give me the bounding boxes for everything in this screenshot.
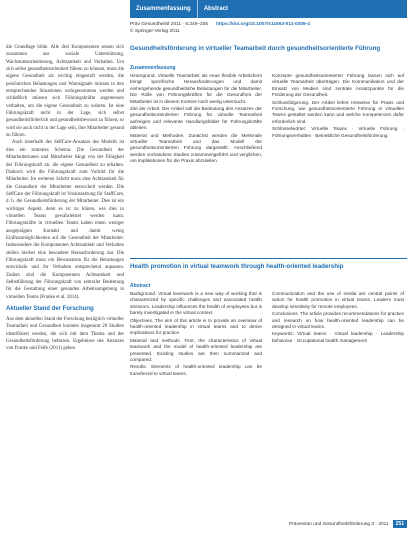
journal-citation: Präv Gesundheitsf 2011 · 6:249–255 [130, 22, 209, 27]
tab-abstract: Abstract [197, 0, 234, 18]
abstract-paragraph: Schlussfolgerung. Der Artikel liefert Hinweise für Praxis und Forschung, wie gesundheitsorientierte Führung in virtuellen Teams gestaltet werden kann und welche Kompetenzen dafür erforderlich sind. [272, 99, 404, 124]
page-number: 251 [393, 520, 407, 528]
abstract-paragraph: Conclusions. The article provides recommendations for practice and research on how health-oriented leadership can be designed in virtual teams. [272, 311, 404, 330]
abstract-columns-en [130, 291, 407, 511]
abstract-paragraph: Ziel der Arbeit. Der Artikel soll die Bedeutung des Ansatzes der gesundheitsorientierten Führung für virtuelle Teamarbeit aufzeigen und relevante Handlungsfelder für Führungskräfte ableiten. [130, 106, 262, 131]
keywords-de: Schlüsselwörter: Virtuelle Teams · Virtuelle Führung · Führungsverhalten · Betriebliche Gesundheitsförderung [272, 126, 404, 138]
abstract-paragraph: Results. Elements of health-oriented leadership can be transferred to virtual teams. [130, 364, 262, 376]
article-title-de: Gesundheitsförderung in virtueller Teamarbeit durch gesundheitsorientierte Führung [130, 45, 381, 52]
abstract-col-right-en [272, 291, 404, 511]
abstract-col-right-de [272, 73, 404, 255]
publisher-note: © Springer-Verlag 2011 [130, 28, 180, 34]
abstract-paragraph: Communication and the use of media are central points of action for health promotion in virtual teams. Leaders must develop sensitivity for remote employees. [272, 291, 404, 309]
abstract-label-en: Abstract [130, 283, 151, 289]
abstract-paragraph: Konzepte gesundheitsorientierter Führung lassen sich auf virtuelle Teamarbeit übertragen. Die Kommunikation und der Einsatz von Medien sind zentrale Ansatzpunkte für die Förderung der Gesundheit. [272, 73, 404, 98]
abstract-paragraph: Hintergrund. Virtuelle Teamarbeit als neue flexible Arbeitsform bringt spezifische Herausforderungen und damit einhergehende gesundheitliche Belastungen für die Mitarbeiter. Die Rolle von Führungskräften für die Gesundheit der Mitarbeiter ist in diesem Kontext noch wenig untersucht. [130, 73, 262, 104]
abstract-col-left-de [130, 73, 262, 255]
footer-journal: Prävention und Gesundheitsförderung 3 · 2011 [289, 521, 389, 527]
article-title-en: Health promotion in virtual teamwork through health-oriented leadership [130, 263, 344, 270]
abstract-label-de: Zusammenfassung [130, 65, 176, 71]
abstract-panel [130, 0, 407, 550]
abstract-paragraph: Material and methods. First, the characteristics of virtual teamwork and the model of health-oriented leadership are presented. Existing studies are then summarized and compared. [130, 337, 262, 363]
abstract-paragraph: Background. Virtual teamwork is a new way of working that is characterized by specific challenges and associated health stressors. Leadership influences the health of employees but is barely investigated in the virtual context. [130, 291, 262, 316]
body-paragraph: die Grundlage bilde. Alle drei Komponenten setzen sich zusammen aus soziale Unterstützung, Wachstumsorientierung, Achtsamkeit und Verhalten. Um sich selbst gesundheitsorientiert führen zu können, muss die eigene Gesundheit als wichtig eingestuft werden, die persönlichen Belastungen und Warnsignale müssen in den entsprechenden Situationen wahrgenommen werden und schließlich müssen sich Führungskräfte angemessen verhalten, um die eigene Gesundheit zu wahren. Ist eine Führungskraft nicht in der Lage, sich selbst gesundheitsförderlich und gesundheitsbewusst zu führen, so wird sie auch nicht in der Lage sein, ihre Mitarbeiter gesund zu führen. [6, 45, 124, 139]
abstract-paragraph: Objectives. The aim of this article is to provide an overview of health-oriented leadership in virtual teams and to derive implications for practice. [130, 317, 262, 336]
body-paragraph: Aus dem aktuellen Stand der Forschung bezüglich virtueller Teamarbeit und Gesundheit konnten insgesamt 20 Studien identifiziert werden, die sich mit dem Thema und der Gesundheitsförderung befassen. Ergebnisse des Ansatzes von Franke und Felfe (2011) gehen [6, 317, 124, 352]
body-text-column [6, 44, 124, 544]
abstract-columns-de [130, 73, 407, 255]
section-heading: Aktueller Stand der Forschung [6, 306, 94, 313]
article-meta [130, 22, 407, 35]
body-paragraph: Auch innerhalb des SelfCare-Ansatzes des Modells ist dies ein zentrales Schema. Die Gesundheit der Mitarbeiterinnen und Mitarbeiter hängt von der Fähigkeit der Führungskraft ab, die eigene Gesundheit zu erhalten. Dadurch wird die Führungskraft zum Vorbild für die Mitarbeiter. Im weiteren Schritt muss eine Achtsamkeit für die Gesundheit der Mitarbeiter entwickelt werden. Die SelfCare der Führungskraft ist Voraussetzung für StaffCare, d. h. die Gesundheitsförderung der Mitarbeiter. Dies ist ein wichtiger Aspekt, denn es ist zu klären, wie dies in virtuellen Teams gewährleistet werden kann. Führungskräfte in virtuellen Teams haben einen weniger ausgeprägten Kontakt und damit wenig Einflussmöglichkeiten auf die Gesundheit der Mitarbeiter. Insbesondere die Komponenten Achtsamkeit und Verhalten stellen hierbei eine besondere Herausforderung dar. Die Führungskraft muss ein Bewusstsein für die Belastungen entwickeln und ihr Verhalten entsprechend anpassen. Zudem sind die Komponenten Achtsamkeit und Selbstführung der Führungskraft von zentraler Bedeutung für die Gestaltung einer gesunden Arbeitsumgebung in virtuellen Teams (Franke et al. 2014). [6, 140, 124, 300]
section-divider [130, 258, 407, 259]
keywords-en: Keywords: Virtual teams · Virtual leadership · Leadership behaviour · Occupational health management [272, 331, 404, 343]
abstract-col-left-en [130, 291, 262, 511]
abstract-paragraph: Material und Methoden. Zunächst werden die Merkmale virtueller Teamarbeit und das Modell der gesundheitsorientierten Führung dargestellt. Anschließend werden vorhandene Studien zusammengeführt und verglichen, um Implikationen für die Praxis abzuleiten. [130, 132, 262, 164]
tab-zusammenfassung: Zusammenfassung [136, 6, 191, 12]
abstract-header-bar [130, 0, 407, 18]
doi-link[interactable]: https://doi.org/10.1007/s11553-011-0309-4 [216, 22, 310, 27]
page-footer [130, 519, 407, 529]
